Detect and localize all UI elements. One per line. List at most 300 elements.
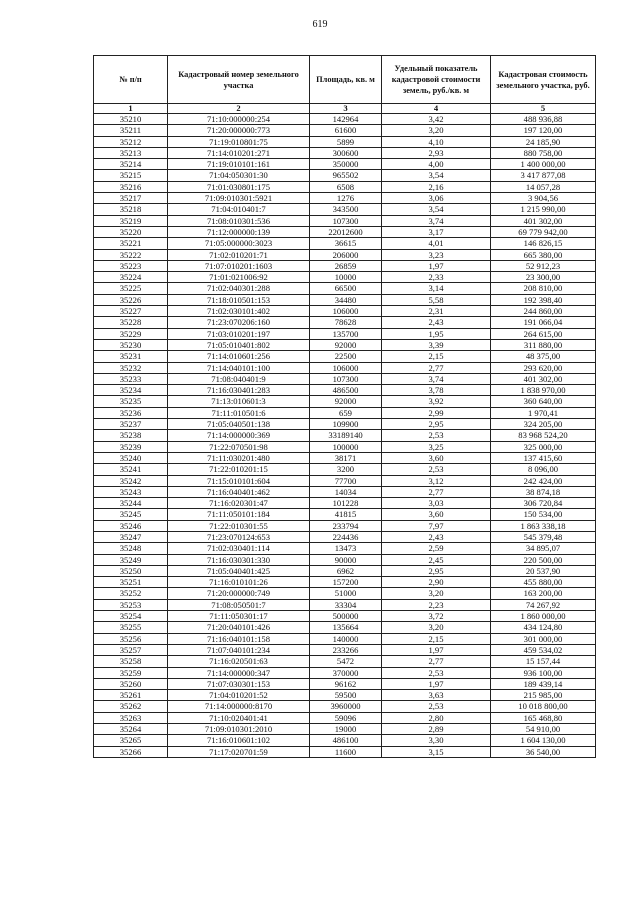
cadastral-value-cell: 306 720,84 bbox=[491, 498, 596, 509]
unit-value-cell: 1,95 bbox=[382, 328, 491, 339]
row-number-cell: 35222 bbox=[94, 249, 168, 260]
cadastral-value-cell: 360 640,00 bbox=[491, 396, 596, 407]
table-row bbox=[94, 543, 596, 554]
area-cell: 1276 bbox=[310, 193, 382, 204]
cadastral-value-cell: 74 267,92 bbox=[491, 599, 596, 610]
cadastral-number-cell: 71:20:000000:749 bbox=[168, 588, 310, 599]
header-cadastral-number: Кадастровый номер земельного участка bbox=[168, 56, 310, 104]
table-row bbox=[94, 565, 596, 576]
cadastral-number-cell: 71:14:000000:369 bbox=[168, 430, 310, 441]
area-cell: 135664 bbox=[310, 622, 382, 633]
unit-value-cell: 2,15 bbox=[382, 633, 491, 644]
cadastral-number-cell: 71:05:010401:802 bbox=[168, 339, 310, 350]
row-number-cell: 35252 bbox=[94, 588, 168, 599]
cadastral-value-cell: 208 810,00 bbox=[491, 283, 596, 294]
row-number-cell: 35262 bbox=[94, 701, 168, 712]
area-cell: 486100 bbox=[310, 735, 382, 746]
cadastral-number-cell: 71:22:010301:55 bbox=[168, 520, 310, 531]
row-number-cell: 35243 bbox=[94, 486, 168, 497]
cadastral-number-cell: 71:02:030101:402 bbox=[168, 306, 310, 317]
row-number-cell: 35232 bbox=[94, 362, 168, 373]
area-cell: 11600 bbox=[310, 746, 382, 757]
cadastral-number-cell: 71:23:070124:653 bbox=[168, 531, 310, 542]
table-row bbox=[94, 577, 596, 588]
cadastral-number-cell: 71:11:050101:184 bbox=[168, 509, 310, 520]
row-number-cell: 35263 bbox=[94, 712, 168, 723]
unit-value-cell: 5,58 bbox=[382, 294, 491, 305]
cadastral-value-cell: 880 758,00 bbox=[491, 147, 596, 158]
cadastral-number-cell: 71:19:010801:75 bbox=[168, 136, 310, 147]
unit-value-cell: 3,54 bbox=[382, 204, 491, 215]
column-number: 3 bbox=[310, 104, 382, 114]
unit-value-cell: 3,06 bbox=[382, 193, 491, 204]
row-number-cell: 35265 bbox=[94, 735, 168, 746]
row-number-cell: 35245 bbox=[94, 509, 168, 520]
row-number-cell: 35229 bbox=[94, 328, 168, 339]
table-row bbox=[94, 452, 596, 463]
area-cell: 92000 bbox=[310, 396, 382, 407]
area-cell: 41815 bbox=[310, 509, 382, 520]
unit-value-cell: 2,77 bbox=[382, 362, 491, 373]
cadastral-value-cell: 665 380,00 bbox=[491, 249, 596, 260]
unit-value-cell: 3,60 bbox=[382, 452, 491, 463]
area-cell: 101228 bbox=[310, 498, 382, 509]
cadastral-value-cell: 54 910,00 bbox=[491, 724, 596, 735]
area-cell: 61600 bbox=[310, 125, 382, 136]
cadastral-number-cell: 71:16:030301:330 bbox=[168, 554, 310, 565]
table-row bbox=[94, 339, 596, 350]
row-number-cell: 35215 bbox=[94, 170, 168, 181]
unit-value-cell: 3,54 bbox=[382, 170, 491, 181]
unit-value-cell: 4,10 bbox=[382, 136, 491, 147]
cadastral-value-cell: 455 880,00 bbox=[491, 577, 596, 588]
cadastral-number-cell: 71:01:030801:175 bbox=[168, 181, 310, 192]
cadastral-value-cell: 38 874,18 bbox=[491, 486, 596, 497]
table-row bbox=[94, 441, 596, 452]
unit-value-cell: 3,14 bbox=[382, 283, 491, 294]
area-cell: 965502 bbox=[310, 170, 382, 181]
cadastral-value-cell: 137 415,60 bbox=[491, 452, 596, 463]
table-row bbox=[94, 238, 596, 249]
row-number-cell: 35228 bbox=[94, 317, 168, 328]
unit-value-cell: 1,97 bbox=[382, 260, 491, 271]
area-cell: 77700 bbox=[310, 475, 382, 486]
area-cell: 5899 bbox=[310, 136, 382, 147]
table-row bbox=[94, 690, 596, 701]
unit-value-cell: 2,99 bbox=[382, 407, 491, 418]
area-cell: 5472 bbox=[310, 656, 382, 667]
row-number-cell: 35219 bbox=[94, 215, 168, 226]
row-number-cell: 35238 bbox=[94, 430, 168, 441]
row-number-cell: 35257 bbox=[94, 644, 168, 655]
table-row bbox=[94, 475, 596, 486]
cadastral-number-cell: 71:16:010101:26 bbox=[168, 577, 310, 588]
cadastral-value-cell: 14 057,28 bbox=[491, 181, 596, 192]
cadastral-value-cell: 165 468,80 bbox=[491, 712, 596, 723]
cadastral-number-cell: 71:22:070501:98 bbox=[168, 441, 310, 452]
cadastral-number-cell: 71:14:010201:271 bbox=[168, 147, 310, 158]
row-number-cell: 35236 bbox=[94, 407, 168, 418]
table-row bbox=[94, 114, 596, 125]
table-row bbox=[94, 170, 596, 181]
cadastral-value-cell: 83 968 524,20 bbox=[491, 430, 596, 441]
cadastral-value-cell: 191 066,04 bbox=[491, 317, 596, 328]
cadastral-number-cell: 71:14:010601:256 bbox=[168, 351, 310, 362]
cadastral-value-cell: 36 540,00 bbox=[491, 746, 596, 757]
unit-value-cell: 2,59 bbox=[382, 543, 491, 554]
row-number-cell: 35253 bbox=[94, 599, 168, 610]
row-number-cell: 35249 bbox=[94, 554, 168, 565]
table-row bbox=[94, 147, 596, 158]
table-row bbox=[94, 373, 596, 384]
column-number: 4 bbox=[382, 104, 491, 114]
area-cell: 10000 bbox=[310, 272, 382, 283]
cadastral-number-cell: 71:04:010401:7 bbox=[168, 204, 310, 215]
cadastral-value-cell: 434 124,80 bbox=[491, 622, 596, 633]
cadastral-value-cell: 15 157,44 bbox=[491, 656, 596, 667]
area-cell: 14034 bbox=[310, 486, 382, 497]
cadastral-value-cell: 34 895,07 bbox=[491, 543, 596, 554]
cadastral-number-cell: 71:14:000000:8170 bbox=[168, 701, 310, 712]
cadastral-value-cell: 20 537,90 bbox=[491, 565, 596, 576]
table-row bbox=[94, 430, 596, 441]
unit-value-cell: 2,53 bbox=[382, 430, 491, 441]
cadastral-value-cell: 220 500,00 bbox=[491, 554, 596, 565]
unit-value-cell: 3,20 bbox=[382, 125, 491, 136]
table-row bbox=[94, 294, 596, 305]
row-number-cell: 35223 bbox=[94, 260, 168, 271]
cadastral-number-cell: 71:19:010101:161 bbox=[168, 159, 310, 170]
cadastral-number-cell: 71:08:010301:536 bbox=[168, 215, 310, 226]
cadastral-value-cell: 24 185,90 bbox=[491, 136, 596, 147]
row-number-cell: 35240 bbox=[94, 452, 168, 463]
cadastral-number-cell: 71:04:010201:52 bbox=[168, 690, 310, 701]
cadastral-number-cell: 71:03:010201:197 bbox=[168, 328, 310, 339]
table-row bbox=[94, 306, 596, 317]
row-number-cell: 35217 bbox=[94, 193, 168, 204]
cadastral-number-cell: 71:18:010501:153 bbox=[168, 294, 310, 305]
cadastral-value-cell: 1 604 130,00 bbox=[491, 735, 596, 746]
area-cell: 90000 bbox=[310, 554, 382, 565]
unit-value-cell: 2,33 bbox=[382, 272, 491, 283]
area-cell: 96162 bbox=[310, 678, 382, 689]
cadastral-number-cell: 71:10:020401:41 bbox=[168, 712, 310, 723]
cadastral-value-cell: 242 424,00 bbox=[491, 475, 596, 486]
cadastral-value-cell: 189 439,14 bbox=[491, 678, 596, 689]
cadastral-number-cell: 71:16:020301:47 bbox=[168, 498, 310, 509]
cadastral-value-cell: 69 779 942,00 bbox=[491, 226, 596, 237]
unit-value-cell: 2,16 bbox=[382, 181, 491, 192]
table-row bbox=[94, 125, 596, 136]
table-row bbox=[94, 554, 596, 565]
header-area: Площадь, кв. м bbox=[310, 56, 382, 104]
table-row bbox=[94, 407, 596, 418]
cadastral-value-cell: 325 000,00 bbox=[491, 441, 596, 452]
header-row-number: № п/п bbox=[94, 56, 168, 104]
cadastral-value-cell: 1 838 970,00 bbox=[491, 385, 596, 396]
area-cell: 22500 bbox=[310, 351, 382, 362]
row-number-cell: 35254 bbox=[94, 611, 168, 622]
cadastral-value-cell: 545 379,48 bbox=[491, 531, 596, 542]
unit-value-cell: 4,01 bbox=[382, 238, 491, 249]
table-row bbox=[94, 498, 596, 509]
cadastral-number-cell: 71:15:010101:604 bbox=[168, 475, 310, 486]
unit-value-cell: 2,95 bbox=[382, 565, 491, 576]
area-cell: 486500 bbox=[310, 385, 382, 396]
row-number-cell: 35266 bbox=[94, 746, 168, 757]
cadastral-value-cell: 244 860,00 bbox=[491, 306, 596, 317]
cadastral-number-cell: 71:11:030201:480 bbox=[168, 452, 310, 463]
unit-value-cell: 2,43 bbox=[382, 317, 491, 328]
area-cell: 92000 bbox=[310, 339, 382, 350]
unit-value-cell: 2,93 bbox=[382, 147, 491, 158]
unit-value-cell: 3,20 bbox=[382, 588, 491, 599]
area-cell: 206000 bbox=[310, 249, 382, 260]
area-cell: 135700 bbox=[310, 328, 382, 339]
row-number-cell: 35242 bbox=[94, 475, 168, 486]
cadastral-number-cell: 71:02:010201:71 bbox=[168, 249, 310, 260]
unit-value-cell: 1,97 bbox=[382, 678, 491, 689]
cadastral-value-cell: 10 018 800,00 bbox=[491, 701, 596, 712]
cadastral-number-cell: 71:04:050301:30 bbox=[168, 170, 310, 181]
cadastral-number-cell: 71:17:020701:59 bbox=[168, 746, 310, 757]
area-cell: 6962 bbox=[310, 565, 382, 576]
cadastral-number-cell: 71:08:040401:9 bbox=[168, 373, 310, 384]
area-cell: 6508 bbox=[310, 181, 382, 192]
unit-value-cell: 4,00 bbox=[382, 159, 491, 170]
unit-value-cell: 3,15 bbox=[382, 746, 491, 757]
unit-value-cell: 3,03 bbox=[382, 498, 491, 509]
table-row bbox=[94, 701, 596, 712]
table-row bbox=[94, 396, 596, 407]
row-number-cell: 35224 bbox=[94, 272, 168, 283]
table-row bbox=[94, 215, 596, 226]
unit-value-cell: 2,95 bbox=[382, 419, 491, 430]
cadastral-number-cell: 71:05:040501:138 bbox=[168, 419, 310, 430]
cadastral-value-cell: 3 904,56 bbox=[491, 193, 596, 204]
cadastral-number-cell: 71:07:030301:153 bbox=[168, 678, 310, 689]
area-cell: 142964 bbox=[310, 114, 382, 125]
area-cell: 78628 bbox=[310, 317, 382, 328]
row-number-cell: 35231 bbox=[94, 351, 168, 362]
row-number-cell: 35218 bbox=[94, 204, 168, 215]
cadastral-number-cell: 71:02:040301:288 bbox=[168, 283, 310, 294]
area-cell: 26859 bbox=[310, 260, 382, 271]
unit-value-cell: 2,53 bbox=[382, 667, 491, 678]
unit-value-cell: 2,23 bbox=[382, 599, 491, 610]
page-number: 619 bbox=[312, 19, 328, 30]
cadastral-value-cell: 401 302,00 bbox=[491, 373, 596, 384]
cadastral-number-cell: 71:05:040401:425 bbox=[168, 565, 310, 576]
table-row bbox=[94, 588, 596, 599]
cadastral-value-cell: 401 302,00 bbox=[491, 215, 596, 226]
table-row bbox=[94, 520, 596, 531]
cadastral-value-cell: 293 620,00 bbox=[491, 362, 596, 373]
cadastral-value-cell: 301 000,00 bbox=[491, 633, 596, 644]
unit-value-cell: 3,23 bbox=[382, 249, 491, 260]
cadastral-number-cell: 71:12:000000:139 bbox=[168, 226, 310, 237]
table-row bbox=[94, 509, 596, 520]
area-cell: 33189140 bbox=[310, 430, 382, 441]
table-row bbox=[94, 272, 596, 283]
cadastral-value-cell: 264 615,00 bbox=[491, 328, 596, 339]
cadastral-value-cell: 3 417 877,08 bbox=[491, 170, 596, 181]
cadastral-value-cell: 324 205,00 bbox=[491, 419, 596, 430]
cadastral-number-cell: 71:20:040101:426 bbox=[168, 622, 310, 633]
cadastral-value-cell: 23 300,00 bbox=[491, 272, 596, 283]
unit-value-cell: 3,25 bbox=[382, 441, 491, 452]
cadastral-value-cell: 8 096,00 bbox=[491, 464, 596, 475]
area-cell: 109900 bbox=[310, 419, 382, 430]
table-row bbox=[94, 159, 596, 170]
table-row bbox=[94, 667, 596, 678]
header-unit-value: Удельный показатель кадастровой стоимости земель, руб./кв. м bbox=[382, 56, 491, 104]
area-cell: 659 bbox=[310, 407, 382, 418]
table-row bbox=[94, 283, 596, 294]
row-number-cell: 35256 bbox=[94, 633, 168, 644]
row-number-cell: 35250 bbox=[94, 565, 168, 576]
row-number-cell: 35258 bbox=[94, 656, 168, 667]
row-number-cell: 35211 bbox=[94, 125, 168, 136]
unit-value-cell: 3,30 bbox=[382, 735, 491, 746]
unit-value-cell: 3,12 bbox=[382, 475, 491, 486]
area-cell: 350000 bbox=[310, 159, 382, 170]
area-cell: 33304 bbox=[310, 599, 382, 610]
row-number-cell: 35214 bbox=[94, 159, 168, 170]
row-number-cell: 35237 bbox=[94, 419, 168, 430]
row-number-cell: 35225 bbox=[94, 283, 168, 294]
area-cell: 107300 bbox=[310, 373, 382, 384]
unit-value-cell: 3,92 bbox=[382, 396, 491, 407]
unit-value-cell: 2,90 bbox=[382, 577, 491, 588]
unit-value-cell: 2,77 bbox=[382, 486, 491, 497]
cadastral-value-cell: 215 985,00 bbox=[491, 690, 596, 701]
unit-value-cell: 2,15 bbox=[382, 351, 491, 362]
unit-value-cell: 1,97 bbox=[382, 644, 491, 655]
unit-value-cell: 2,45 bbox=[382, 554, 491, 565]
area-cell: 13473 bbox=[310, 543, 382, 554]
cadastral-number-cell: 71:16:040401:462 bbox=[168, 486, 310, 497]
unit-value-cell: 2,43 bbox=[382, 531, 491, 542]
area-cell: 106000 bbox=[310, 362, 382, 373]
cadastral-value-cell: 459 534,02 bbox=[491, 644, 596, 655]
unit-value-cell: 3,60 bbox=[382, 509, 491, 520]
table-row bbox=[94, 599, 596, 610]
unit-value-cell: 2,53 bbox=[382, 701, 491, 712]
area-cell: 370000 bbox=[310, 667, 382, 678]
unit-value-cell: 2,80 bbox=[382, 712, 491, 723]
unit-value-cell: 3,74 bbox=[382, 373, 491, 384]
row-number-cell: 35227 bbox=[94, 306, 168, 317]
unit-value-cell: 2,77 bbox=[382, 656, 491, 667]
table-row bbox=[94, 193, 596, 204]
row-number-cell: 35234 bbox=[94, 385, 168, 396]
cadastral-number-cell: 71:20:000000:773 bbox=[168, 125, 310, 136]
row-number-cell: 35260 bbox=[94, 678, 168, 689]
row-number-cell: 35248 bbox=[94, 543, 168, 554]
cadastral-value-cell: 52 912,23 bbox=[491, 260, 596, 271]
area-cell: 100000 bbox=[310, 441, 382, 452]
area-cell: 66500 bbox=[310, 283, 382, 294]
area-cell: 36615 bbox=[310, 238, 382, 249]
unit-value-cell: 3,72 bbox=[382, 611, 491, 622]
row-number-cell: 35247 bbox=[94, 531, 168, 542]
row-number-cell: 35244 bbox=[94, 498, 168, 509]
cadastral-number-cell: 71:16:020501:63 bbox=[168, 656, 310, 667]
table-row bbox=[94, 385, 596, 396]
row-number-cell: 35246 bbox=[94, 520, 168, 531]
area-cell: 59096 bbox=[310, 712, 382, 723]
table-row bbox=[94, 678, 596, 689]
table-row bbox=[94, 328, 596, 339]
unit-value-cell: 3,63 bbox=[382, 690, 491, 701]
cadastral-number-cell: 71:08:050501:7 bbox=[168, 599, 310, 610]
area-cell: 233266 bbox=[310, 644, 382, 655]
cadastral-value-cell: 146 826,15 bbox=[491, 238, 596, 249]
cadastral-number-cell: 71:14:000000:347 bbox=[168, 667, 310, 678]
table-row bbox=[94, 712, 596, 723]
table-row bbox=[94, 464, 596, 475]
row-number-cell: 35261 bbox=[94, 690, 168, 701]
area-cell: 3200 bbox=[310, 464, 382, 475]
unit-value-cell: 7,97 bbox=[382, 520, 491, 531]
column-number: 2 bbox=[168, 104, 310, 114]
cadastral-number-cell: 71:16:030401:283 bbox=[168, 385, 310, 396]
cadastral-number-cell: 71:07:040101:234 bbox=[168, 644, 310, 655]
row-number-cell: 35251 bbox=[94, 577, 168, 588]
row-number-cell: 35212 bbox=[94, 136, 168, 147]
area-cell: 157200 bbox=[310, 577, 382, 588]
cadastral-value-cell: 311 880,00 bbox=[491, 339, 596, 350]
area-cell: 233794 bbox=[310, 520, 382, 531]
table-row bbox=[94, 226, 596, 237]
table-row bbox=[94, 724, 596, 735]
area-cell: 3960000 bbox=[310, 701, 382, 712]
area-cell: 59500 bbox=[310, 690, 382, 701]
area-cell: 107300 bbox=[310, 215, 382, 226]
row-number-cell: 35210 bbox=[94, 114, 168, 125]
row-number-cell: 35226 bbox=[94, 294, 168, 305]
area-cell: 22012600 bbox=[310, 226, 382, 237]
cadastral-value-cell: 1 860 000,00 bbox=[491, 611, 596, 622]
area-cell: 34480 bbox=[310, 294, 382, 305]
cadastral-value-table bbox=[93, 55, 596, 758]
table-row bbox=[94, 735, 596, 746]
area-cell: 38171 bbox=[310, 452, 382, 463]
row-number-cell: 35241 bbox=[94, 464, 168, 475]
table-row bbox=[94, 486, 596, 497]
cadastral-number-cell: 71:01:021006:92 bbox=[168, 272, 310, 283]
table-row bbox=[94, 136, 596, 147]
column-number: 1 bbox=[94, 104, 168, 114]
cadastral-number-cell: 71:02:030401:114 bbox=[168, 543, 310, 554]
unit-value-cell: 3,39 bbox=[382, 339, 491, 350]
unit-value-cell: 2,53 bbox=[382, 464, 491, 475]
table-row bbox=[94, 611, 596, 622]
area-cell: 140000 bbox=[310, 633, 382, 644]
table-row bbox=[94, 249, 596, 260]
cadastral-value-cell: 1 863 338,18 bbox=[491, 520, 596, 531]
cadastral-number-cell: 71:11:050301:17 bbox=[168, 611, 310, 622]
cadastral-number-cell: 71:11:010501:6 bbox=[168, 407, 310, 418]
row-number-cell: 35220 bbox=[94, 226, 168, 237]
unit-value-cell: 3,78 bbox=[382, 385, 491, 396]
cadastral-value-cell: 192 398,40 bbox=[491, 294, 596, 305]
row-number-cell: 35239 bbox=[94, 441, 168, 452]
cadastral-number-cell: 71:09:010301:5921 bbox=[168, 193, 310, 204]
unit-value-cell: 2,89 bbox=[382, 724, 491, 735]
cadastral-value-cell: 1 400 000,00 bbox=[491, 159, 596, 170]
